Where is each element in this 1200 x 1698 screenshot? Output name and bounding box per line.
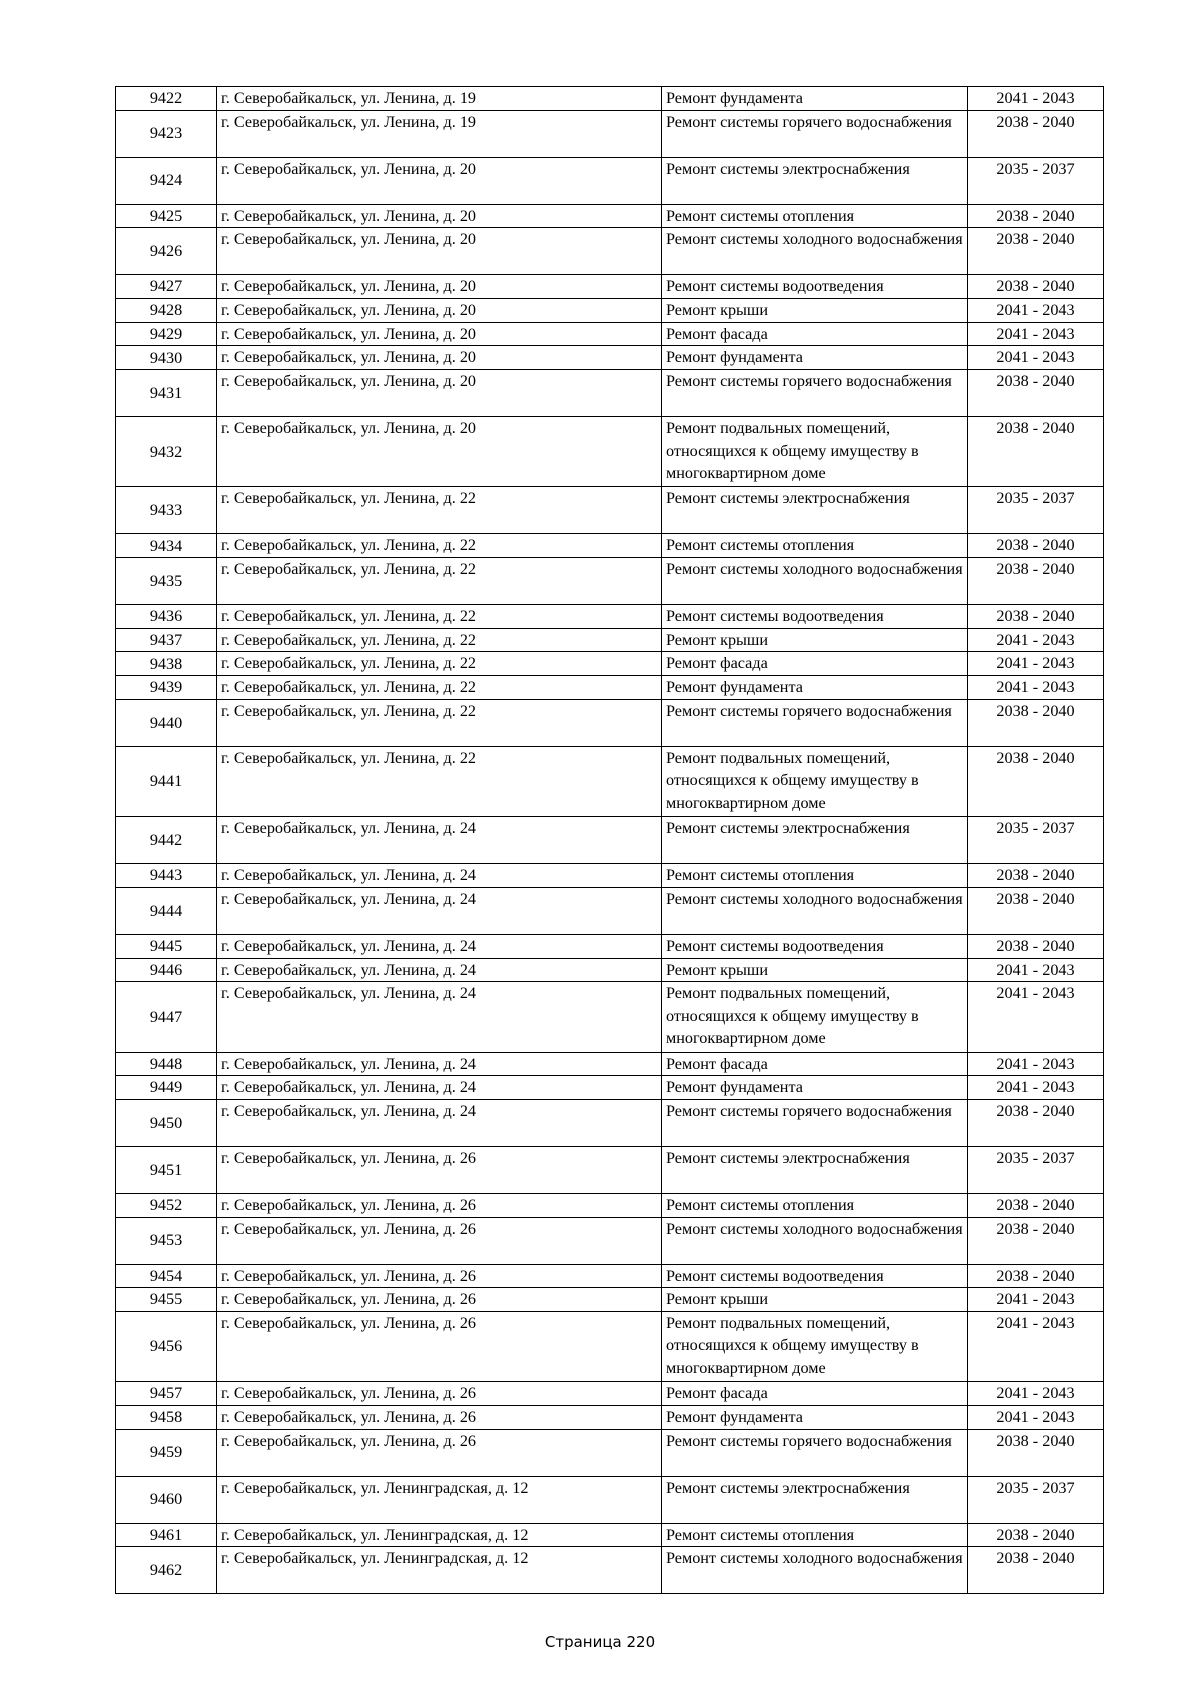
row-work-type: Ремонт фундамента [662,87,968,111]
row-work-type: Ремонт фасада [662,652,968,676]
row-address: г. Северобайкальск, ул. Ленина, д. 20 [217,228,662,275]
table-row [116,1523,1104,1547]
row-work-type: Ремонт фундамента [662,676,968,700]
row-address: г. Северобайкальск, ул. Ленинградская, д. 12 [217,1547,662,1594]
row-number: 9422 [116,87,217,111]
row-address: г. Северобайкальск, ул. Ленина, д. 22 [217,628,662,652]
row-work-type: Ремонт системы электроснабжения [662,157,968,204]
row-work-type: Ремонт фундамента [662,1076,968,1100]
row-period: 2038 - 2040 [968,1547,1104,1594]
table-row [116,322,1104,346]
row-address: г. Северобайкальск, ул. Ленина, д. 20 [217,322,662,346]
row-period: 2038 - 2040 [968,275,1104,299]
row-address: г. Северобайкальск, ул. Ленина, д. 26 [217,1217,662,1264]
row-number: 9433 [116,487,217,534]
row-work-type: Ремонт фасада [662,1382,968,1406]
table-row [116,370,1104,417]
row-number: 9452 [116,1193,217,1217]
row-address: г. Северобайкальск, ул. Ленина, д. 20 [217,204,662,228]
row-period: 2035 - 2037 [968,157,1104,204]
row-period: 2041 - 2043 [968,628,1104,652]
row-period: 2041 - 2043 [968,652,1104,676]
row-address: г. Северобайкальск, ул. Ленина, д. 24 [217,958,662,982]
table-row [116,676,1104,700]
table-row [116,275,1104,299]
row-number: 9444 [116,887,217,934]
row-number: 9441 [116,746,217,816]
row-period: 2041 - 2043 [968,1288,1104,1312]
table-row [116,746,1104,816]
row-number: 9431 [116,370,217,417]
row-period: 2035 - 2037 [968,487,1104,534]
row-number: 9443 [116,864,217,888]
row-work-type: Ремонт фасада [662,1052,968,1076]
row-number: 9426 [116,228,217,275]
row-number: 9459 [116,1429,217,1476]
row-number: 9423 [116,110,217,157]
row-number: 9436 [116,605,217,629]
row-address: г. Северобайкальск, ул. Ленина, д. 26 [217,1311,662,1381]
row-number: 9437 [116,628,217,652]
table-row [116,1288,1104,1312]
row-number: 9447 [116,982,217,1052]
row-work-type: Ремонт системы холодного водоснабжения [662,558,968,605]
row-work-type: Ремонт подвальных помещений, относящихся к общему имуществу в многоквартирном доме [662,982,968,1052]
row-number: 9461 [116,1523,217,1547]
row-work-type: Ремонт системы отопления [662,204,968,228]
row-work-type: Ремонт системы горячего водоснабжения [662,370,968,417]
row-period: 2035 - 2037 [968,817,1104,864]
row-period: 2035 - 2037 [968,1476,1104,1523]
row-address: г. Северобайкальск, ул. Ленина, д. 26 [217,1382,662,1406]
row-address: г. Северобайкальск, ул. Ленина, д. 24 [217,817,662,864]
row-address: г. Северобайкальск, ул. Ленина, д. 20 [217,417,662,487]
row-work-type: Ремонт системы горячего водоснабжения [662,1099,968,1146]
table-row [116,1547,1104,1594]
row-period: 2041 - 2043 [968,958,1104,982]
row-work-type: Ремонт системы водоотведения [662,934,968,958]
row-period: 2041 - 2043 [968,1052,1104,1076]
row-period: 2038 - 2040 [968,699,1104,746]
row-work-type: Ремонт фасада [662,322,968,346]
row-work-type: Ремонт крыши [662,628,968,652]
row-number: 9430 [116,346,217,370]
row-address: г. Северобайкальск, ул. Ленина, д. 24 [217,934,662,958]
row-work-type: Ремонт подвальных помещений, относящихся к общему имуществу в многоквартирном доме [662,746,968,816]
table-row [116,558,1104,605]
row-number: 9456 [116,1311,217,1381]
table-row [116,299,1104,323]
row-period: 2038 - 2040 [968,1193,1104,1217]
table-row [116,487,1104,534]
row-address: г. Северобайкальск, ул. Ленина, д. 24 [217,1076,662,1100]
row-period: 2038 - 2040 [968,417,1104,487]
row-address: г. Северобайкальск, ул. Ленина, д. 22 [217,699,662,746]
row-number: 9458 [116,1405,217,1429]
row-number: 9439 [116,676,217,700]
row-work-type: Ремонт крыши [662,1288,968,1312]
row-work-type: Ремонт фундамента [662,1405,968,1429]
row-number: 9451 [116,1146,217,1193]
row-period: 2038 - 2040 [968,534,1104,558]
row-number: 9427 [116,275,217,299]
row-address: г. Северобайкальск, ул. Ленина, д. 22 [217,746,662,816]
row-work-type: Ремонт фундамента [662,346,968,370]
row-number: 9450 [116,1099,217,1146]
table-row [116,1099,1104,1146]
table-row [116,699,1104,746]
table-row [116,346,1104,370]
row-period: 2035 - 2037 [968,1146,1104,1193]
row-number: 9428 [116,299,217,323]
table-row [116,652,1104,676]
table-row [116,982,1104,1052]
row-address: г. Северобайкальск, ул. Ленина, д. 20 [217,275,662,299]
row-work-type: Ремонт системы холодного водоснабжения [662,887,968,934]
row-period: 2038 - 2040 [968,934,1104,958]
row-number: 9460 [116,1476,217,1523]
row-work-type: Ремонт системы холодного водоснабжения [662,1217,968,1264]
table-row [116,110,1104,157]
row-period: 2038 - 2040 [968,204,1104,228]
row-work-type: Ремонт системы холодного водоснабжения [662,1547,968,1594]
table-row [116,1405,1104,1429]
row-number: 9435 [116,558,217,605]
row-number: 9429 [116,322,217,346]
table-row [116,1052,1104,1076]
row-period: 2041 - 2043 [968,1076,1104,1100]
row-number: 9445 [116,934,217,958]
table-row [116,887,1104,934]
row-address: г. Северобайкальск, ул. Ленина, д. 24 [217,887,662,934]
row-work-type: Ремонт системы отопления [662,534,968,558]
row-address: г. Северобайкальск, ул. Ленина, д. 24 [217,864,662,888]
row-address: г. Северобайкальск, ул. Ленина, д. 24 [217,982,662,1052]
row-number: 9455 [116,1288,217,1312]
table-row [116,1311,1104,1381]
row-address: г. Северобайкальск, ул. Ленина, д. 20 [217,299,662,323]
row-period: 2038 - 2040 [968,1264,1104,1288]
row-period: 2041 - 2043 [968,299,1104,323]
row-period: 2041 - 2043 [968,1405,1104,1429]
row-period: 2038 - 2040 [968,370,1104,417]
row-period: 2041 - 2043 [968,1311,1104,1381]
row-period: 2041 - 2043 [968,676,1104,700]
row-work-type: Ремонт системы водоотведения [662,605,968,629]
row-number: 9448 [116,1052,217,1076]
row-address: г. Северобайкальск, ул. Ленина, д. 22 [217,676,662,700]
row-work-type: Ремонт системы водоотведения [662,275,968,299]
row-period: 2038 - 2040 [968,887,1104,934]
row-number: 9449 [116,1076,217,1100]
row-address: г. Северобайкальск, ул. Ленина, д. 26 [217,1264,662,1288]
table-row [116,958,1104,982]
row-period: 2041 - 2043 [968,322,1104,346]
row-work-type: Ремонт системы водоотведения [662,1264,968,1288]
row-work-type: Ремонт системы отопления [662,1523,968,1547]
row-work-type: Ремонт подвальных помещений, относящихся к общему имуществу в многоквартирном доме [662,1311,968,1381]
table-row [116,934,1104,958]
row-period: 2038 - 2040 [968,228,1104,275]
row-period: 2038 - 2040 [968,864,1104,888]
table-row [116,864,1104,888]
row-work-type: Ремонт системы отопления [662,1193,968,1217]
row-period: 2041 - 2043 [968,87,1104,111]
table-row [116,605,1104,629]
row-address: г. Северобайкальск, ул. Ленина, д. 22 [217,487,662,534]
table-row [116,1076,1104,1100]
row-address: г. Северобайкальск, ул. Ленина, д. 20 [217,370,662,417]
row-work-type: Ремонт системы горячего водоснабжения [662,110,968,157]
row-number: 9424 [116,157,217,204]
row-work-type: Ремонт системы горячего водоснабжения [662,1429,968,1476]
row-number: 9454 [116,1264,217,1288]
row-address: г. Северобайкальск, ул. Ленинградская, д. 12 [217,1476,662,1523]
table-row [116,534,1104,558]
table-row [116,1264,1104,1288]
row-address: г. Северобайкальск, ул. Ленина, д. 22 [217,605,662,629]
row-number: 9442 [116,817,217,864]
table-row [116,1193,1104,1217]
works-table [115,86,1104,1594]
row-number: 9457 [116,1382,217,1406]
row-number: 9438 [116,652,217,676]
row-period: 2038 - 2040 [968,1523,1104,1547]
row-work-type: Ремонт подвальных помещений, относящихся к общему имуществу в многоквартирном доме [662,417,968,487]
row-address: г. Северобайкальск, ул. Ленина, д. 26 [217,1405,662,1429]
row-number: 9434 [116,534,217,558]
row-address: г. Северобайкальск, ул. Ленина, д. 26 [217,1146,662,1193]
table-row [116,1382,1104,1406]
row-address: г. Северобайкальск, ул. Ленина, д. 26 [217,1288,662,1312]
table-row [116,1429,1104,1476]
table-row [116,1217,1104,1264]
table-row [116,157,1104,204]
table-row [116,628,1104,652]
table-row [116,1146,1104,1193]
row-work-type: Ремонт системы отопления [662,864,968,888]
row-address: г. Северобайкальск, ул. Ленина, д. 20 [217,346,662,370]
table-row [116,817,1104,864]
row-work-type: Ремонт системы электроснабжения [662,817,968,864]
row-work-type: Ремонт системы холодного водоснабжения [662,228,968,275]
row-work-type: Ремонт системы электроснабжения [662,1476,968,1523]
row-address: г. Северобайкальск, ул. Ленина, д. 22 [217,558,662,605]
row-address: г. Северобайкальск, ул. Ленина, д. 19 [217,87,662,111]
row-number: 9446 [116,958,217,982]
table-row [116,1476,1104,1523]
row-address: г. Северобайкальск, ул. Ленина, д. 24 [217,1099,662,1146]
row-work-type: Ремонт крыши [662,299,968,323]
row-address: г. Северобайкальск, ул. Ленина, д. 22 [217,652,662,676]
page-number: Страница 220 [544,1633,656,1651]
row-work-type: Ремонт системы электроснабжения [662,1146,968,1193]
table-row [116,417,1104,487]
row-number: 9425 [116,204,217,228]
row-period: 2038 - 2040 [968,746,1104,816]
row-period: 2038 - 2040 [968,558,1104,605]
row-address: г. Северобайкальск, ул. Ленина, д. 22 [217,534,662,558]
row-address: г. Северобайкальск, ул. Ленина, д. 24 [217,1052,662,1076]
row-period: 2038 - 2040 [968,110,1104,157]
row-address: г. Северобайкальск, ул. Ленинградская, д. 12 [217,1523,662,1547]
row-address: г. Северобайкальск, ул. Ленина, д. 19 [217,110,662,157]
row-number: 9453 [116,1217,217,1264]
row-work-type: Ремонт системы электроснабжения [662,487,968,534]
row-period: 2041 - 2043 [968,346,1104,370]
row-period: 2041 - 2043 [968,1382,1104,1406]
row-number: 9432 [116,417,217,487]
row-number: 9440 [116,699,217,746]
row-period: 2038 - 2040 [968,1429,1104,1476]
row-number: 9462 [116,1547,217,1594]
row-work-type: Ремонт системы горячего водоснабжения [662,699,968,746]
works-table-body [116,87,1104,1594]
row-address: г. Северобайкальск, ул. Ленина, д. 26 [217,1193,662,1217]
row-work-type: Ремонт крыши [662,958,968,982]
row-period: 2038 - 2040 [968,1217,1104,1264]
table-row [116,228,1104,275]
row-address: г. Северобайкальск, ул. Ленина, д. 26 [217,1429,662,1476]
row-period: 2038 - 2040 [968,605,1104,629]
row-period: 2038 - 2040 [968,1099,1104,1146]
table-row [116,204,1104,228]
row-period: 2041 - 2043 [968,982,1104,1052]
table-row [116,87,1104,111]
row-address: г. Северобайкальск, ул. Ленина, д. 20 [217,157,662,204]
